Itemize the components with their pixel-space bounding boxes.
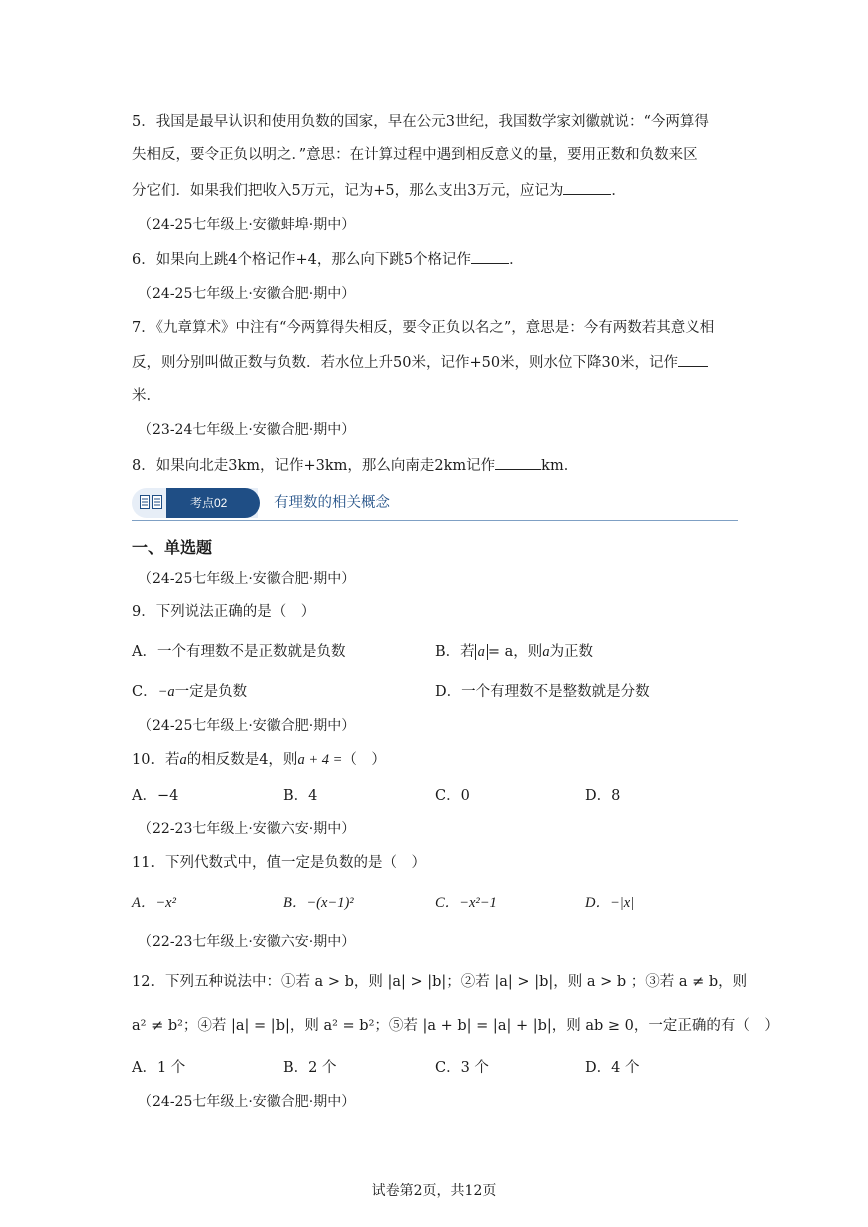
q9-stem: 9．下列说法正确的是（ ） — [132, 604, 316, 620]
q12-option-b[interactable]: B．2 个 — [283, 1060, 337, 1076]
q13-source: （24-25七年级上·安徽合肥·期中） — [138, 1094, 356, 1110]
q10-stem — [132, 750, 386, 770]
q10-stem-mid: 的相反数是4，则 — [186, 752, 298, 768]
q8-answer-blank[interactable] — [495, 455, 541, 470]
q8-source: （23-24七年级上·安徽合肥·期中） — [138, 422, 356, 438]
q5-line3-end: ． — [611, 183, 626, 199]
q10-option-c[interactable]: C．0 — [435, 788, 470, 804]
q9-option-c-label: C． — [132, 684, 158, 700]
q7-line3: 米． — [132, 388, 161, 404]
q5-line3-text: 分它们．如果我们把收入5万元，记为+5，那么支出3万元，应记为 — [132, 183, 564, 199]
q9-option-c-tail: 一定是负数 — [174, 684, 248, 700]
q10-stem-pre: 10．若 — [132, 752, 180, 768]
q8-unit: km． — [541, 458, 579, 474]
q9-option-c[interactable] — [132, 682, 247, 702]
q12-option-c[interactable]: C．3 个 — [435, 1060, 489, 1076]
q5-answer-blank[interactable] — [563, 180, 611, 195]
q10-option-a[interactable]: A．−4 — [132, 788, 179, 804]
book-icon — [140, 495, 162, 509]
q7-line1: 7．《九章算术》中注有“今两算得失相反，要令正负以名之”，意思是：今有两数若其意义相 — [132, 320, 715, 336]
section-heading: 一、单选题 — [132, 538, 213, 557]
section-header — [132, 486, 738, 522]
q11-option-d[interactable]: D．−|x| — [585, 895, 635, 911]
q10-source: （24-25七年级上·安徽合肥·期中） — [138, 718, 356, 734]
section-badge-label: 考点02 — [190, 496, 228, 510]
q6-source: （24-25七年级上·安徽蚌埠·期中） — [138, 217, 356, 233]
q6-answer-blank[interactable] — [471, 249, 509, 264]
page-footer: 试卷第2页，共12页 — [371, 1183, 497, 1199]
q9-option-b[interactable] — [435, 642, 593, 662]
q10-stem-post: （ ） — [342, 752, 386, 768]
q5-line3 — [132, 180, 626, 201]
q12-line1: 12．下列五种说法中：①若 a > b，则 |a| > |b|；②若 |a| > |b|，则 a > b ；③若 a ≠ b，则 — [132, 974, 748, 990]
q12-line2: a² ≠ b²；④若 |a| = |b|，则 a² = b²；⑤若 |a + b| = |a| + |b|，则 ab ≥ 0，一定正确的有（ ） — [132, 1018, 779, 1034]
q9-option-b-label: B．若 — [435, 644, 475, 660]
section-divider — [132, 520, 738, 521]
q7-source: （24-25七年级上·安徽合肥·期中） — [138, 286, 356, 302]
q7-line2 — [132, 352, 708, 373]
q8-stem — [132, 455, 578, 476]
q6-text: 6．如果向上跳4个格记作+4，那么向下跳5个格记作 — [132, 252, 472, 268]
q12-option-d[interactable]: D．4 个 — [585, 1060, 640, 1076]
q11-option-c[interactable]: C．−x²−1 — [435, 895, 497, 911]
q12-option-a[interactable]: A．1 个 — [132, 1060, 186, 1076]
q6-stem — [132, 249, 524, 270]
q11-option-b[interactable]: B．−(x−1)² — [283, 895, 354, 911]
q5-line2: 失相反，要令正负以明之．”意思：在计算过程中遇到相反意义的量，要用正数和负数来区 — [132, 147, 698, 163]
q5-line1: 5．我国是最早认识和使用负数的国家，早在公元3世纪，我国数学家刘徽就说：“今两算得 — [132, 114, 709, 130]
q10-var: a — [179, 752, 187, 768]
q10-expr: a + 4 = — [297, 752, 343, 768]
q9-source: （24-25七年级上·安徽合肥·期中） — [138, 571, 356, 587]
q9-option-a[interactable]: A．一个有理数不是正数就是负数 — [132, 644, 346, 660]
q7-answer-blank[interactable] — [678, 352, 708, 367]
q11-stem: 11．下列代数式中，值一定是负数的是（ ） — [132, 855, 426, 871]
q11-option-a[interactable]: A．−x² — [132, 895, 176, 911]
q10-option-b[interactable]: B．4 — [283, 788, 318, 804]
q9-option-d[interactable]: D．一个有理数不是整数就是分数 — [435, 684, 650, 700]
q9-option-b-var: a — [542, 644, 550, 660]
section-title: 有理数的相关概念 — [274, 495, 390, 511]
q7-line2-text: 反，则分别叫做正数与负数．若水位上升50米，记作+50米，则水位下降30米，记作 — [132, 355, 678, 371]
abs-a: a — [475, 644, 488, 660]
q9-option-b-eq: = a，则 — [487, 644, 543, 660]
q9-option-c-expr: −a — [157, 684, 175, 700]
q8-text: 8．如果向北走3km，记作+3km，那么向南走2km记作 — [132, 458, 496, 474]
q9-option-b-tail: 为正数 — [549, 644, 594, 660]
q11-source: （22-23七年级上·安徽六安·期中） — [138, 821, 356, 837]
q10-option-d[interactable]: D．8 — [585, 788, 621, 804]
q12-source: （22-23七年级上·安徽六安·期中） — [138, 934, 356, 950]
q6-end: ． — [509, 252, 524, 268]
